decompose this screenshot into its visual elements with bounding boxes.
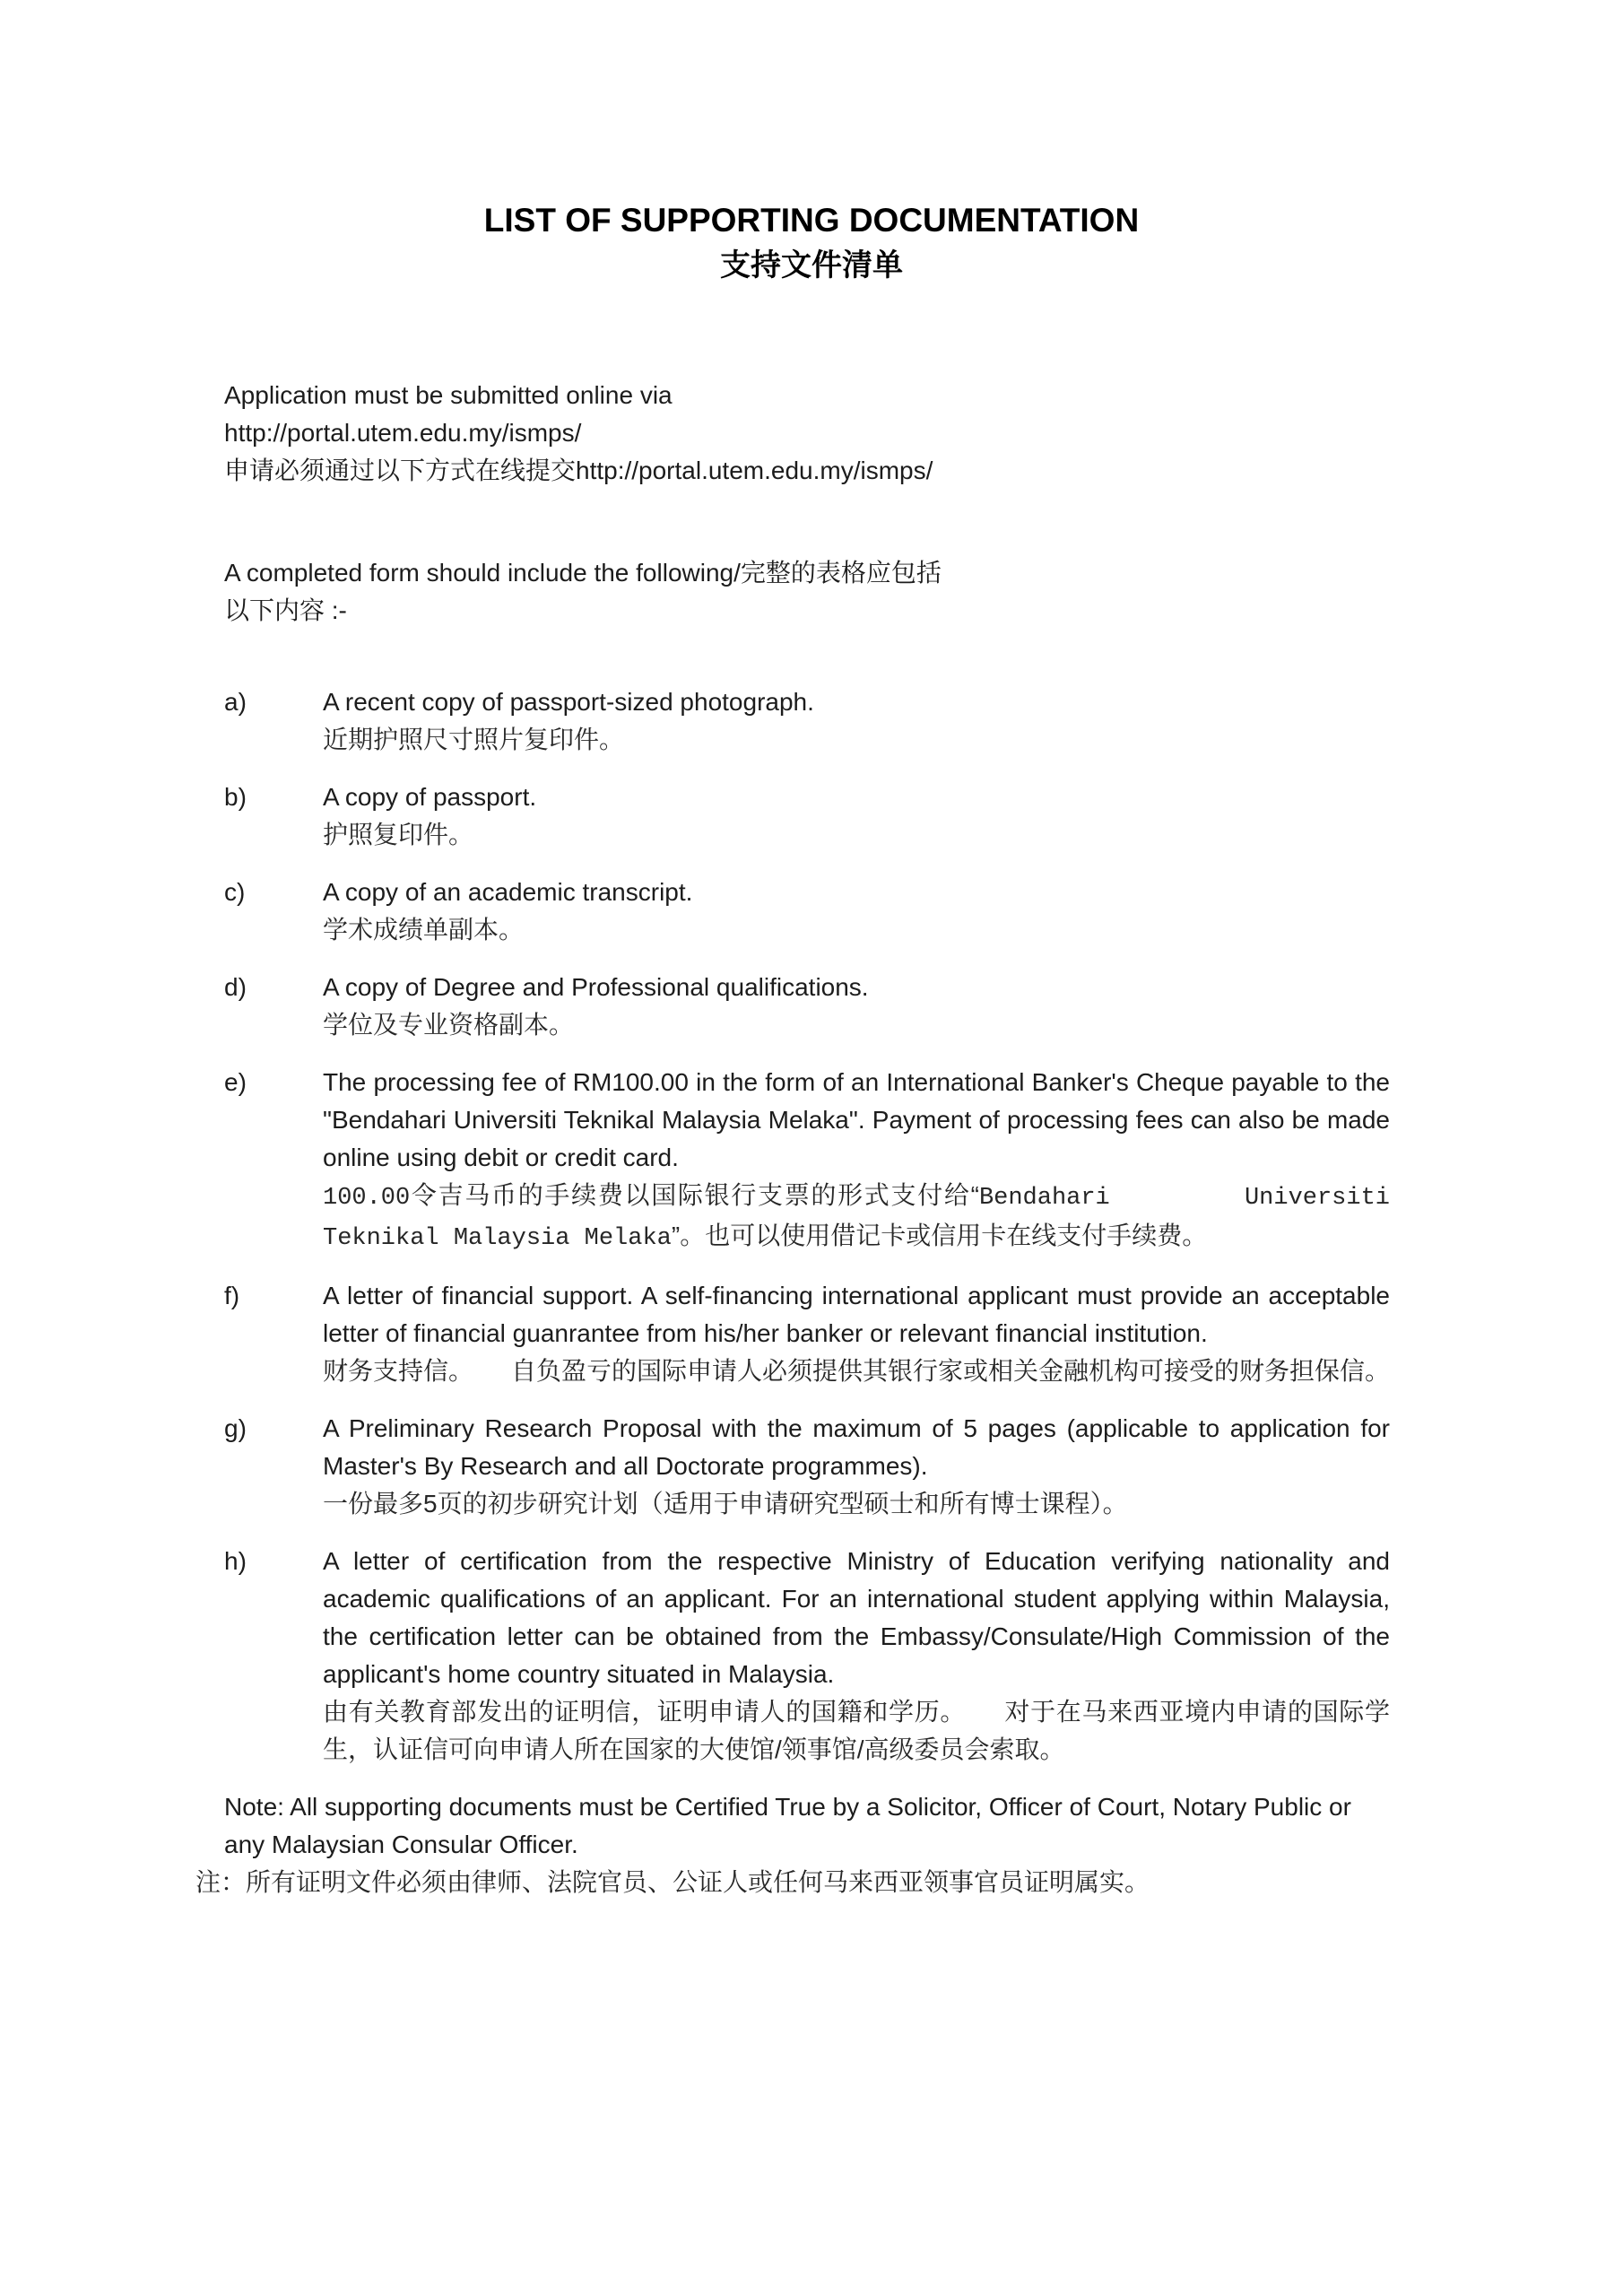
item-body (323, 1064, 1390, 1257)
item-label: g) (224, 1414, 247, 1442)
form-include-line-1: A completed form should include the following/完整的表格应包括 (224, 559, 942, 587)
item-label: b) (224, 783, 247, 811)
cjk-run: ”。也可以使用借记卡或信用卡在线支付手续费。 (671, 1222, 1208, 1249)
note-paragraph (195, 1788, 1623, 1901)
item-body (323, 874, 1390, 949)
item-label: f) (224, 1282, 240, 1309)
application-url: http://portal.utem.edu.my/ismps/ (224, 419, 582, 447)
item-label: h) (224, 1547, 247, 1575)
item-text-en: The processing fee of RM100.00 in the form of an International Banker's Cheque payable to the "Bendahari Universiti Teknikal Malaysia Melaka". Payment of processing fees can also be made online using debit or credit card. (323, 1068, 1390, 1171)
item-label: a) (224, 688, 247, 716)
item-text-en: A copy of passport. (323, 783, 537, 811)
note-text-zh: 注：所有证明文件必须由律师、法院官员、公证人或任何马来西亚领事官员证明属实。 (195, 1868, 1150, 1896)
item-text-en: A letter of financial support. A self-financing international applicant must provide an acceptable letter of financial guanrantee from his/her banker or relevant financial institution. (323, 1282, 1390, 1347)
intro-line-en: Application must be submitted online via (224, 381, 673, 409)
item-text-zh: 护照复印件。 (323, 821, 474, 848)
item-label: d) (224, 973, 247, 1001)
page-title-zh: 支持文件清单 (720, 248, 903, 283)
item-body (323, 1410, 1390, 1523)
list-item (224, 683, 1623, 759)
item-text-zh (323, 1177, 1390, 1257)
form-include-line-2: 以下内容 :- (224, 596, 347, 624)
item-label: c) (224, 878, 246, 906)
item-text-zh: 一份最多5页的初步研究计划（适用于申请研究型硕士和所有博士课程）。 (323, 1490, 1128, 1518)
cjk-run: 令吉马币的手续费以国际银行支票的形式支付给“ (410, 1181, 979, 1209)
item-body (323, 778, 1390, 854)
list-item (224, 969, 1623, 1044)
list-item (224, 778, 1623, 854)
item-body (323, 1277, 1390, 1390)
list-item (224, 1410, 1623, 1523)
item-body (323, 1543, 1390, 1769)
latin-run: 100.00 (323, 1185, 411, 1212)
item-text-en: A recent copy of passport-sized photograph. (323, 688, 814, 716)
list-item (224, 1064, 1623, 1257)
page-title: LIST OF SUPPORTING DOCUMENTATION (483, 202, 1140, 239)
latin-run: Universiti Teknikal Malaysia Melaka (323, 1185, 1390, 1252)
item-body (323, 969, 1390, 1044)
list-item (224, 874, 1623, 949)
item-text-en: A letter of certification from the respective Ministry of Education verifying nationality and academic qualifications of an applicant. For an international student applying within Malaysia, the certification letter can be obtained from the Embassy/Consulate/High Commission of the applicant's home country situated in Malaysia. (323, 1547, 1390, 1688)
item-text-en: A copy of Degree and Professional qualifications. (323, 973, 869, 1001)
supporting-documents-list (0, 683, 1623, 1769)
item-text-zh: 近期护照尺寸照片复印件。 (323, 726, 625, 753)
intro-line-zh: 申请必须通过以下方式在线提交http://portal.utem.edu.my/ismps/ (224, 457, 933, 484)
item-text-zh: 财务支持信。 自负盈亏的国际申请人必须提供其银行家或相关金融机构可接受的财务担保信。 (323, 1357, 1391, 1385)
item-text-zh: 学术成绩单副本。 (323, 916, 525, 944)
note-text-en: Note: All supporting documents must be Certified True by a Solicitor, Officer of Court, Notary Public or any Malaysian Consular Officer. (224, 1793, 1351, 1858)
list-item (224, 1277, 1623, 1390)
item-text-zh: 由有关教育部发出的证明信，证明申请人的国籍和学历。 对于在马来西亚境内申请的国际学生，认证信可向申请人所在国家的大使馆/领事馆/高级委员会索取。 (323, 1698, 1390, 1763)
cjk-run (1110, 1181, 1245, 1209)
list-item (224, 1543, 1623, 1769)
item-text-zh: 学位及专业资格副本。 (323, 1011, 575, 1039)
item-label: e) (224, 1068, 247, 1096)
item-text-en: A Preliminary Research Proposal with the maximum of 5 pages (applicable to application for Master's By Research and all Doctorate programmes). (323, 1414, 1390, 1480)
item-body (323, 683, 1390, 759)
latin-run: Bendahari (978, 1185, 1110, 1212)
item-text-en: A copy of an academic transcript. (323, 878, 693, 906)
intro-paragraph (224, 377, 1623, 490)
form-include-paragraph (224, 554, 1623, 630)
